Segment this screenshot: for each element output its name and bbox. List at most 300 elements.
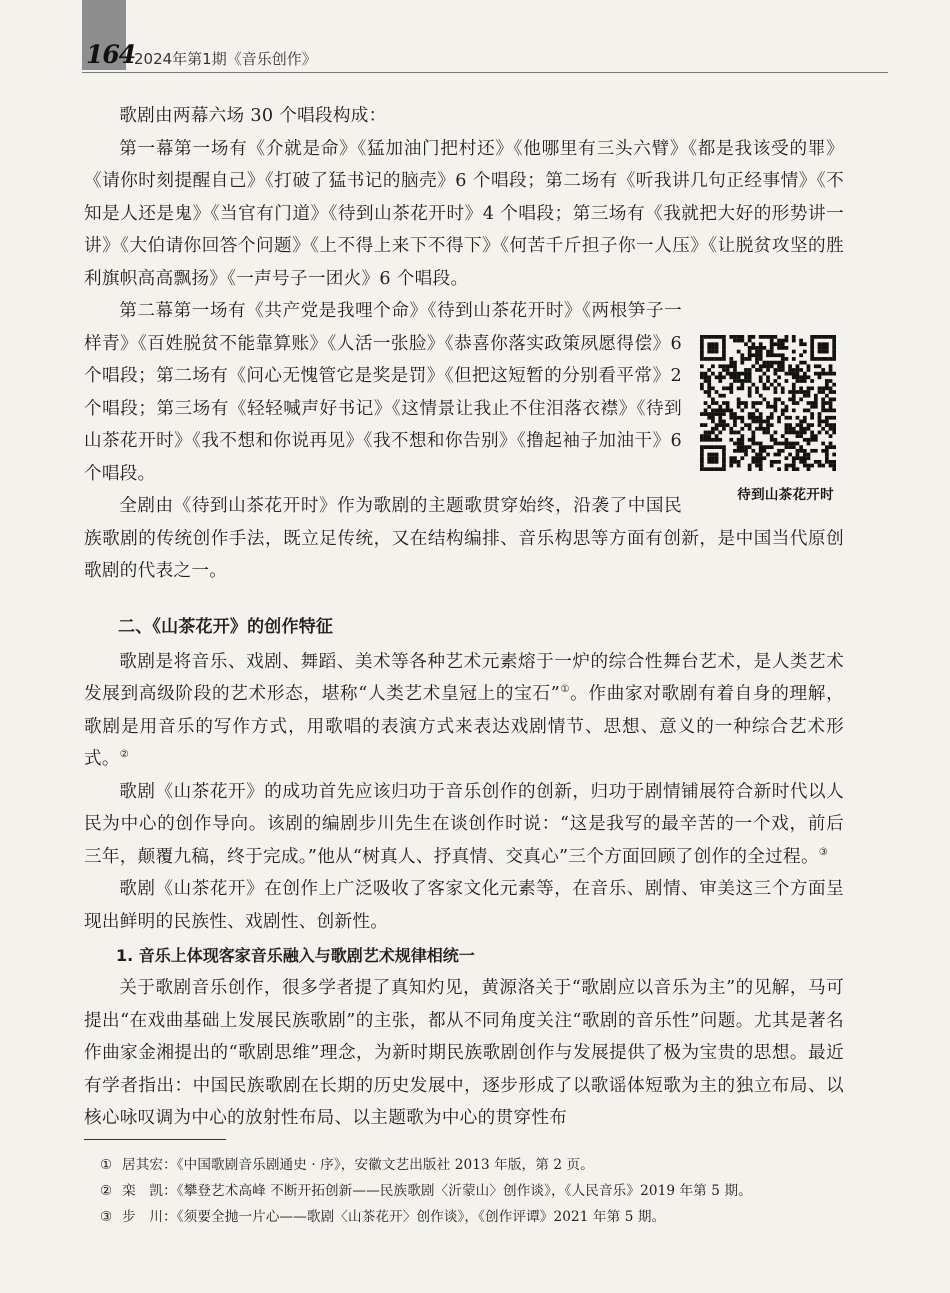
- qr-module: [751, 342, 755, 346]
- qr-module: [807, 464, 811, 468]
- qr-module: [704, 372, 708, 376]
- qr-module: [796, 431, 800, 435]
- qr-module: [818, 390, 822, 394]
- qr-module: [796, 442, 800, 446]
- qr-module: [803, 438, 807, 442]
- qr-module: [704, 412, 708, 416]
- qr-module: [726, 405, 730, 409]
- qr-module: [766, 375, 770, 379]
- qr-module: [707, 416, 711, 420]
- qr-module: [770, 412, 774, 416]
- qr-module: [781, 357, 785, 361]
- qr-module: [785, 405, 789, 409]
- qr-module: [751, 412, 755, 416]
- qr-module: [785, 456, 789, 460]
- qr-module: [748, 372, 752, 376]
- qr-module: [759, 375, 763, 379]
- qr-module: [781, 386, 785, 390]
- qr-module: [722, 346, 726, 350]
- qr-module: [755, 442, 759, 446]
- qr-module: [718, 445, 722, 449]
- qr-module: [748, 375, 752, 379]
- qr-module: [774, 361, 778, 365]
- qr-module: [814, 460, 818, 464]
- qr-module: [711, 372, 715, 376]
- qr-module: [711, 397, 715, 401]
- qr-module: [715, 375, 719, 379]
- qr-module: [818, 460, 822, 464]
- qr-module: [707, 394, 711, 398]
- qr-module: [821, 401, 825, 405]
- qr-module: [755, 346, 759, 350]
- qr-module: [700, 438, 704, 442]
- qr-module: [807, 375, 811, 379]
- qr-module: [770, 464, 774, 468]
- qr-module: [748, 412, 752, 416]
- qr-module: [718, 335, 722, 339]
- qr-module: [807, 409, 811, 413]
- qr-module: [744, 368, 748, 372]
- qr-module: [755, 420, 759, 424]
- qr-module: [722, 394, 726, 398]
- qr-module: [832, 342, 836, 346]
- qr-module: [785, 431, 789, 435]
- qr-module: [733, 442, 737, 446]
- qr-module: [715, 335, 719, 339]
- qr-module: [722, 460, 726, 464]
- qr-module: [722, 420, 726, 424]
- qr-module: [755, 453, 759, 457]
- qr-code-block[interactable]: [692, 335, 844, 512]
- qr-module: [762, 427, 766, 431]
- qr-module: [818, 342, 822, 346]
- qr-module: [829, 427, 833, 431]
- qr-module: [711, 401, 715, 405]
- qr-module: [803, 416, 807, 420]
- qr-module: [737, 416, 741, 420]
- qr-module: [704, 467, 708, 471]
- article-body: [84, 100, 844, 1135]
- qr-module: [700, 423, 704, 427]
- qr-module: [829, 460, 833, 464]
- qr-module: [810, 416, 814, 420]
- qr-module: [774, 460, 778, 464]
- qr-module: [818, 420, 822, 424]
- qr-module: [737, 460, 741, 464]
- qr-module: [777, 346, 781, 350]
- qr-module: [832, 372, 836, 376]
- qr-module: [737, 386, 741, 390]
- qr-module: [715, 438, 719, 442]
- qr-module: [821, 386, 825, 390]
- qr-module: [707, 431, 711, 435]
- qr-module: [766, 364, 770, 368]
- qr-module: [788, 364, 792, 368]
- qr-module: [832, 416, 836, 420]
- qr-module: [825, 357, 829, 361]
- qr-module: [788, 442, 792, 446]
- qr-module: [733, 456, 737, 460]
- page-header: [0, 0, 950, 78]
- qr-module: [711, 467, 715, 471]
- qr-module: [829, 405, 833, 409]
- qr-module: [759, 353, 763, 357]
- text-span: 歌剧《山茶花开》的成功首先应该归功于音乐创作的创新，归功于剧情铺展符合新时代以人民为中心的创作导向。该剧的编剧步川先生在谈创作时说：“这是我写的最辛苦的一个戏，前后三年，颠覆九稿，终于完成。”他从“树真人、抒真情、交真心”三个方面回顾了创作的全过程。: [84, 781, 844, 867]
- qr-module: [774, 442, 778, 446]
- qr-module: [707, 456, 711, 460]
- qr-module: [792, 460, 796, 464]
- qr-module: [704, 335, 708, 339]
- qr-module: [759, 350, 763, 354]
- qr-module: [788, 445, 792, 449]
- qr-module: [821, 464, 825, 468]
- footnote-ref-1[interactable]: ①: [560, 684, 571, 696]
- qr-module: [825, 379, 829, 383]
- qr-module: [729, 383, 733, 387]
- qr-module: [722, 342, 726, 346]
- qr-module: [718, 423, 722, 427]
- qr-module: [748, 445, 752, 449]
- qr-module: [799, 375, 803, 379]
- qr-module: [777, 449, 781, 453]
- qr-module: [818, 431, 822, 435]
- qr-module: [803, 420, 807, 424]
- qr-module: [796, 401, 800, 405]
- qr-module: [796, 416, 800, 420]
- qr-module: [781, 412, 785, 416]
- qr-module: [707, 445, 711, 449]
- qr-module: [700, 434, 704, 438]
- qr-module: [704, 438, 708, 442]
- qr-module: [737, 397, 741, 401]
- qr-module: [818, 350, 822, 354]
- qr-module: [759, 342, 763, 346]
- qr-module: [821, 390, 825, 394]
- qr-module: [818, 357, 822, 361]
- qr-module: [796, 372, 800, 376]
- qr-module: [792, 401, 796, 405]
- qr-module: [722, 386, 726, 390]
- qr-module: [711, 416, 715, 420]
- qr-module: [774, 335, 778, 339]
- qr-module: [770, 405, 774, 409]
- qr-module: [744, 357, 748, 361]
- qr-module: [810, 357, 814, 361]
- paragraph-theme-song: 全剧由《待到山茶花开时》作为歌剧的主题歌贯穿始终，沿袭了中国民族歌剧的传统创作手法，既立足传统，又在结构编排、音乐构思等方面有创新，是中国当代原创歌剧的代表之一。: [84, 496, 844, 581]
- qr-module: [807, 427, 811, 431]
- qr-module: [781, 364, 785, 368]
- qr-module: [766, 405, 770, 409]
- qr-module: [700, 364, 704, 368]
- qr-module: [796, 390, 800, 394]
- qr-module: [781, 353, 785, 357]
- qr-module: [762, 456, 766, 460]
- qr-module: [707, 357, 711, 361]
- qr-module: [707, 379, 711, 383]
- qr-module: [729, 335, 733, 339]
- footnote-rule: [84, 1139, 226, 1140]
- qr-module: [744, 453, 748, 457]
- qr-module: [737, 335, 741, 339]
- qr-module: [799, 390, 803, 394]
- qr-module: [733, 379, 737, 383]
- qr-module: [711, 409, 715, 413]
- qr-module: [711, 420, 715, 424]
- qr-module: [704, 423, 708, 427]
- qr-module: [748, 339, 752, 343]
- qr-module: [707, 383, 711, 387]
- qr-module: [792, 386, 796, 390]
- qr-module: [711, 460, 715, 464]
- qr-module: [774, 453, 778, 457]
- qr-module: [825, 335, 829, 339]
- qr-module: [722, 445, 726, 449]
- qr-module: [770, 460, 774, 464]
- qr-module: [792, 467, 796, 471]
- qr-module: [759, 401, 763, 405]
- qr-module: [810, 423, 814, 427]
- qr-module: [766, 353, 770, 357]
- qr-module: [785, 335, 789, 339]
- qr-module: [832, 335, 836, 339]
- act-two-with-qr: [84, 295, 844, 588]
- qr-module: [755, 357, 759, 361]
- qr-module: [704, 431, 708, 435]
- qr-module: [821, 409, 825, 413]
- qr-module: [807, 394, 811, 398]
- qr-module: [718, 438, 722, 442]
- qr-module: [748, 394, 752, 398]
- qr-module: [799, 386, 803, 390]
- qr-module: [781, 346, 785, 350]
- page-number: 164: [86, 40, 136, 69]
- qr-module: [700, 372, 704, 376]
- qr-module: [807, 453, 811, 457]
- qr-module: [704, 401, 708, 405]
- qr-module: [711, 412, 715, 416]
- qr-module: [803, 375, 807, 379]
- qr-module: [755, 361, 759, 365]
- qr-module: [814, 401, 818, 405]
- qr-module: [799, 431, 803, 435]
- qr-module: [774, 390, 778, 394]
- qr-module: [740, 427, 744, 431]
- qr-module: [810, 379, 814, 383]
- qr-module: [729, 412, 733, 416]
- qr-module: [803, 350, 807, 354]
- qr-module: [770, 364, 774, 368]
- qr-module: [821, 427, 825, 431]
- qr-module: [711, 445, 715, 449]
- qr-module: [788, 372, 792, 376]
- qr-module: [807, 368, 811, 372]
- footnote-mark: ③: [100, 1209, 113, 1225]
- qr-module: [788, 453, 792, 457]
- qr-module: [829, 379, 833, 383]
- qr-module: [707, 368, 711, 372]
- qr-module: [785, 427, 789, 431]
- qr-module: [829, 364, 833, 368]
- qr-module: [803, 394, 807, 398]
- qr-module: [733, 449, 737, 453]
- subsection-title: 1. 音乐上体现客家音乐融入与歌剧艺术规律相统一: [116, 946, 475, 965]
- qr-module: [759, 464, 763, 468]
- qr-code[interactable]: [700, 335, 836, 471]
- qr-module: [707, 412, 711, 416]
- qr-module: [814, 394, 818, 398]
- qr-module: [825, 423, 829, 427]
- qr-module: [777, 361, 781, 365]
- qr-module: [803, 460, 807, 464]
- qr-module: [777, 353, 781, 357]
- qr-module: [803, 464, 807, 468]
- qr-module: [729, 409, 733, 413]
- qr-module: [832, 339, 836, 343]
- qr-module: [829, 357, 833, 361]
- qr-module: [829, 368, 833, 372]
- qr-module: [829, 423, 833, 427]
- qr-module: [792, 445, 796, 449]
- qr-module: [729, 390, 733, 394]
- qr-module: [832, 353, 836, 357]
- qr-module: [704, 445, 708, 449]
- qr-module: [818, 416, 822, 420]
- qr-module: [825, 401, 829, 405]
- qr-module: [774, 397, 778, 401]
- qr-caption: 待到山茶花开时: [737, 487, 834, 503]
- qr-module: [755, 456, 759, 460]
- qr-module: [825, 346, 829, 350]
- qr-module: [715, 390, 719, 394]
- qr-module: [832, 453, 836, 457]
- qr-module: [810, 431, 814, 435]
- qr-module: [810, 346, 814, 350]
- text-span: 歌剧是将音乐、戏剧、舞蹈、美术等各种艺术元素熔于一炉的综合性舞台艺术，是人类艺术发展到高级阶段的艺术形态，堪称“人类艺术皇冠上的宝石”: [84, 651, 844, 704]
- qr-module: [726, 368, 730, 372]
- paragraph-music-creation: 关于歌剧音乐创作，很多学者提了真知灼见，黄源洛关于“歌剧应以音乐为主”的见解，马可提出“在戏曲基础上发展民族歌剧”的主张，都从不同角度关注“歌剧的音乐性”问题。尤其是著名作曲家金湘提出的“歌剧思维”理念，为新时期民族歌剧创作与发展提供了极为宝贵的思想。最近有学者指出：中国民族歌剧在长期的历史发展中，逐步形成了以歌谣体短歌为主的独立布局、以核心咏叹调为中心的放射性布局、以主题歌为中心的贯穿性布: [84, 978, 844, 1128]
- qr-module: [796, 456, 800, 460]
- qr-module: [748, 357, 752, 361]
- qr-module: [762, 386, 766, 390]
- qr-module: [814, 397, 818, 401]
- qr-module: [766, 335, 770, 339]
- qr-module: [729, 386, 733, 390]
- qr-module: [803, 456, 807, 460]
- qr-module: [718, 405, 722, 409]
- qr-module: [700, 467, 704, 471]
- qr-module: [715, 342, 719, 346]
- qr-module: [722, 467, 726, 471]
- qr-module: [759, 368, 763, 372]
- footnote-mark: ②: [100, 1183, 113, 1199]
- qr-module: [777, 364, 781, 368]
- qr-module: [755, 390, 759, 394]
- qr-module: [792, 464, 796, 468]
- qr-module: [740, 456, 744, 460]
- qr-module: [762, 335, 766, 339]
- qr-module: [755, 368, 759, 372]
- qr-module: [770, 335, 774, 339]
- qr-module: [755, 464, 759, 468]
- qr-module: [718, 364, 722, 368]
- qr-module: [707, 375, 711, 379]
- qr-module: [762, 449, 766, 453]
- qr-module: [796, 467, 800, 471]
- qr-module: [799, 379, 803, 383]
- qr-module: [748, 390, 752, 394]
- qr-module: [799, 368, 803, 372]
- qr-module: [785, 357, 789, 361]
- qr-module: [810, 386, 814, 390]
- qr-module: [726, 364, 730, 368]
- qr-module: [715, 453, 719, 457]
- footnote-2: [100, 1178, 860, 1204]
- qr-module: [832, 346, 836, 350]
- qr-module: [810, 401, 814, 405]
- qr-module: [715, 445, 719, 449]
- qr-module: [803, 342, 807, 346]
- qr-module: [821, 357, 825, 361]
- qr-module: [829, 416, 833, 420]
- qr-module: [711, 346, 715, 350]
- qr-module: [704, 409, 708, 413]
- qr-module: [707, 342, 711, 346]
- qr-module: [810, 438, 814, 442]
- qr-module: [796, 364, 800, 368]
- qr-module: [818, 423, 822, 427]
- qr-module: [807, 386, 811, 390]
- footnote-ref-2[interactable]: ②: [119, 749, 130, 761]
- qr-module: [700, 456, 704, 460]
- qr-module: [832, 383, 836, 387]
- qr-module: [707, 460, 711, 464]
- qr-module: [740, 357, 744, 361]
- qr-module: [781, 442, 785, 446]
- qr-module: [762, 397, 766, 401]
- qr-module: [825, 456, 829, 460]
- qr-module: [748, 467, 752, 471]
- qr-module: [700, 357, 704, 361]
- qr-module: [715, 346, 719, 350]
- footnote-ref-3[interactable]: ③: [818, 846, 829, 858]
- qr-module: [755, 353, 759, 357]
- qr-module: [821, 442, 825, 446]
- qr-module: [762, 383, 766, 387]
- qr-module: [766, 431, 770, 435]
- qr-module: [748, 368, 752, 372]
- qr-module: [777, 453, 781, 457]
- qr-module: [751, 449, 755, 453]
- qr-module: [700, 464, 704, 468]
- qr-module: [832, 467, 836, 471]
- qr-module: [726, 409, 730, 413]
- qr-module: [722, 453, 726, 457]
- qr-module: [762, 431, 766, 435]
- qr-module: [792, 442, 796, 446]
- qr-module: [748, 379, 752, 383]
- qr-module: [788, 423, 792, 427]
- qr-module: [777, 375, 781, 379]
- qr-module: [751, 434, 755, 438]
- qr-module: [766, 427, 770, 431]
- qr-module: [785, 372, 789, 376]
- qr-module: [825, 453, 829, 457]
- qr-module: [737, 372, 741, 376]
- qr-module: [759, 467, 763, 471]
- qr-module: [733, 420, 737, 424]
- qr-module: [700, 383, 704, 387]
- qr-module: [722, 364, 726, 368]
